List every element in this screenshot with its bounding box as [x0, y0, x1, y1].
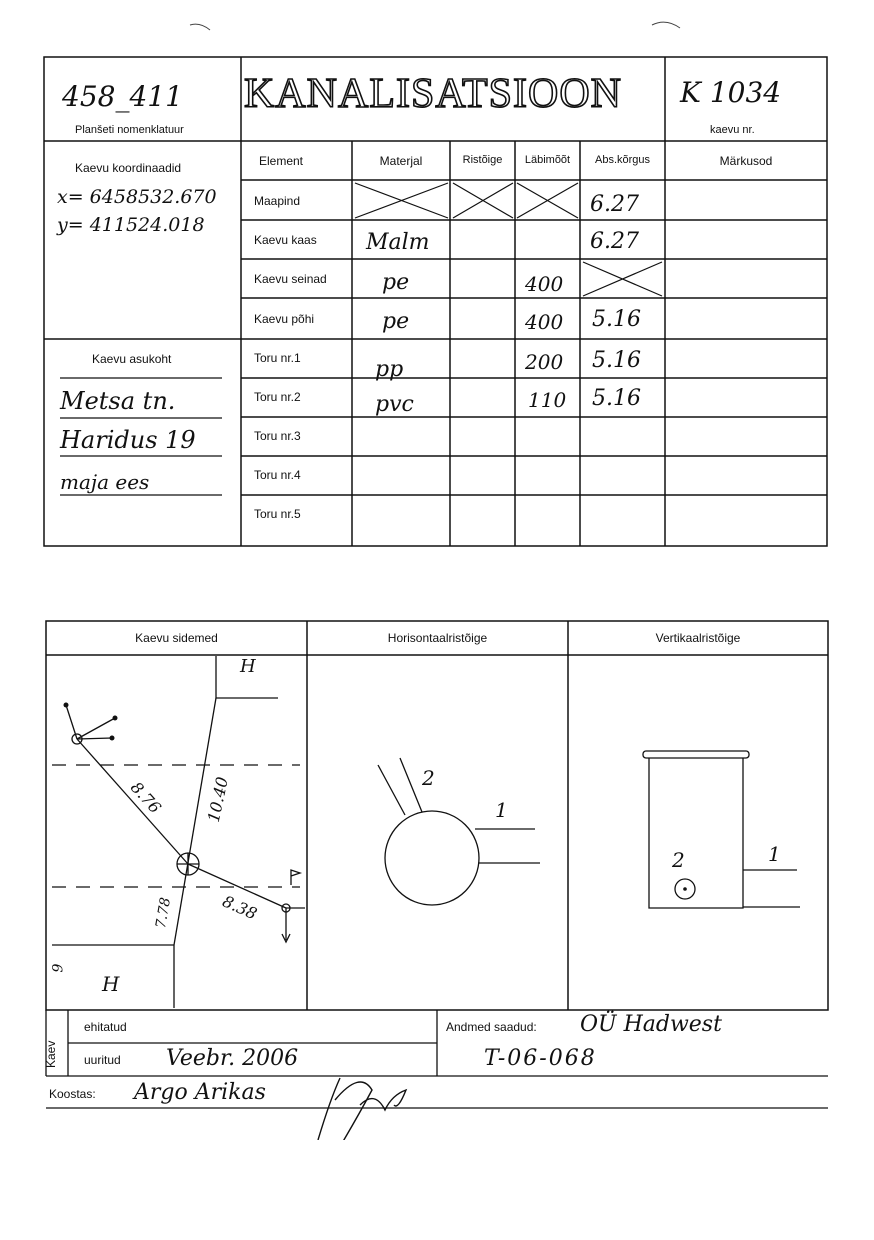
distance-label-d: 7.78	[153, 896, 175, 930]
coordinates-label: Kaevu koordinaadid	[75, 161, 182, 175]
coordinate-y: y= 411524.018	[57, 214, 205, 236]
cell-material-walls: pe	[382, 270, 410, 295]
cell-material-cover: Malm	[366, 230, 430, 255]
compiled-label: Koostas:	[49, 1087, 96, 1101]
location-line-1: Metsa tn.	[60, 387, 176, 415]
distance-label-c: 8.38	[219, 891, 260, 924]
signature-scribble	[318, 1078, 406, 1140]
panel-title-vertical: Vertikaalristõige	[655, 631, 741, 645]
col-header-notes: Märkusod	[719, 154, 773, 168]
location-line-3: maja ees	[60, 470, 150, 494]
surveyed-label: uuritud	[84, 1053, 121, 1067]
col-header-cross: Ristõige	[462, 154, 503, 166]
vertical-label-1: 1	[768, 842, 781, 866]
x-mark-maapind-cross	[453, 183, 513, 218]
vertical-label-2: 2	[672, 848, 685, 872]
row-element-label: Kaevu seinad	[254, 272, 327, 286]
row-element-label: Kaevu kaas	[254, 233, 317, 247]
cell-diameter-walls: 400	[525, 272, 564, 296]
x-mark-maapind-material	[355, 183, 448, 218]
col-header-element: Element	[258, 154, 304, 168]
row-element-label: Kaevu põhi	[254, 312, 315, 326]
panel-title-connections: Kaevu sidemed	[135, 631, 218, 645]
panel-title-horizontal: Horisontaalristõige	[387, 631, 488, 645]
well-number-value: K 1034	[680, 76, 782, 109]
row-element-label: Toru nr.2	[254, 390, 301, 404]
built-label: ehitatud	[84, 1020, 127, 1034]
cell-height-pipe-1: 5.16	[592, 348, 641, 373]
distance-label-b: 10.40	[203, 775, 232, 824]
cell-material-bottom: pe	[382, 309, 410, 334]
house-label-bottom: H	[102, 972, 120, 996]
nomenclature-label: Planšeti nomenklatuur	[75, 124, 184, 136]
col-header-material: Materjal	[379, 154, 423, 168]
location-label: Kaevu asukoht	[92, 352, 172, 366]
cell-material-pipe-1: pp	[375, 357, 404, 382]
distance-label-a: 8.76	[126, 777, 165, 818]
col-header-diameter: Läbimõõt	[524, 154, 571, 166]
side-mark: 9	[50, 963, 67, 973]
row-element-label: Toru nr.1	[254, 351, 301, 365]
cell-diameter-bottom: 400	[525, 310, 564, 334]
footer-side-label: Kaev	[44, 1040, 58, 1068]
cell-material-pipe-2: pvc	[375, 392, 414, 417]
cell-diameter-pipe-2: 110	[528, 388, 567, 412]
data-source-value: OÜ Hadwest	[580, 1012, 722, 1037]
nomenclature-value: 458_411	[62, 80, 183, 113]
diagram-panels	[0, 600, 874, 1140]
horizontal-label-1: 1	[495, 798, 508, 822]
row-element-label: Maapind	[254, 194, 301, 208]
cell-height-pipe-2: 5.16	[592, 386, 641, 411]
surveyed-value: Veebr. 2006	[166, 1046, 299, 1071]
row-element-label: Toru nr.4	[254, 468, 301, 482]
connections-sketch	[52, 656, 305, 1008]
vertical-section-sketch	[643, 751, 800, 908]
cell-height-maapind: 6.27	[590, 192, 639, 217]
cell-height-bottom: 5.16	[592, 307, 641, 332]
coordinate-x: x= 6458532.670	[57, 186, 217, 208]
row-element-label: Toru nr.5	[254, 507, 301, 521]
x-mark-walls-height	[583, 262, 662, 296]
row-element-label: Toru nr.3	[254, 429, 301, 443]
page-title: KANALISATSIOON	[244, 71, 622, 117]
compiled-value: Argo Arikas	[134, 1080, 266, 1105]
well-number-label: kaevu nr.	[710, 124, 755, 136]
col-header-height: Abs.kõrgus	[594, 154, 651, 166]
location-line-2: Haridus 19	[60, 426, 196, 454]
horizontal-label-2: 2	[422, 766, 435, 790]
data-source-label: Andmed saadud:	[446, 1020, 537, 1034]
horizontal-section-sketch	[378, 758, 540, 905]
cell-diameter-pipe-1: 200	[525, 350, 564, 374]
work-number: T-06-068	[484, 1046, 597, 1071]
cell-height-cover: 6.27	[590, 229, 639, 254]
x-mark-maapind-diameter	[517, 183, 578, 218]
house-label-top: H	[240, 656, 256, 677]
